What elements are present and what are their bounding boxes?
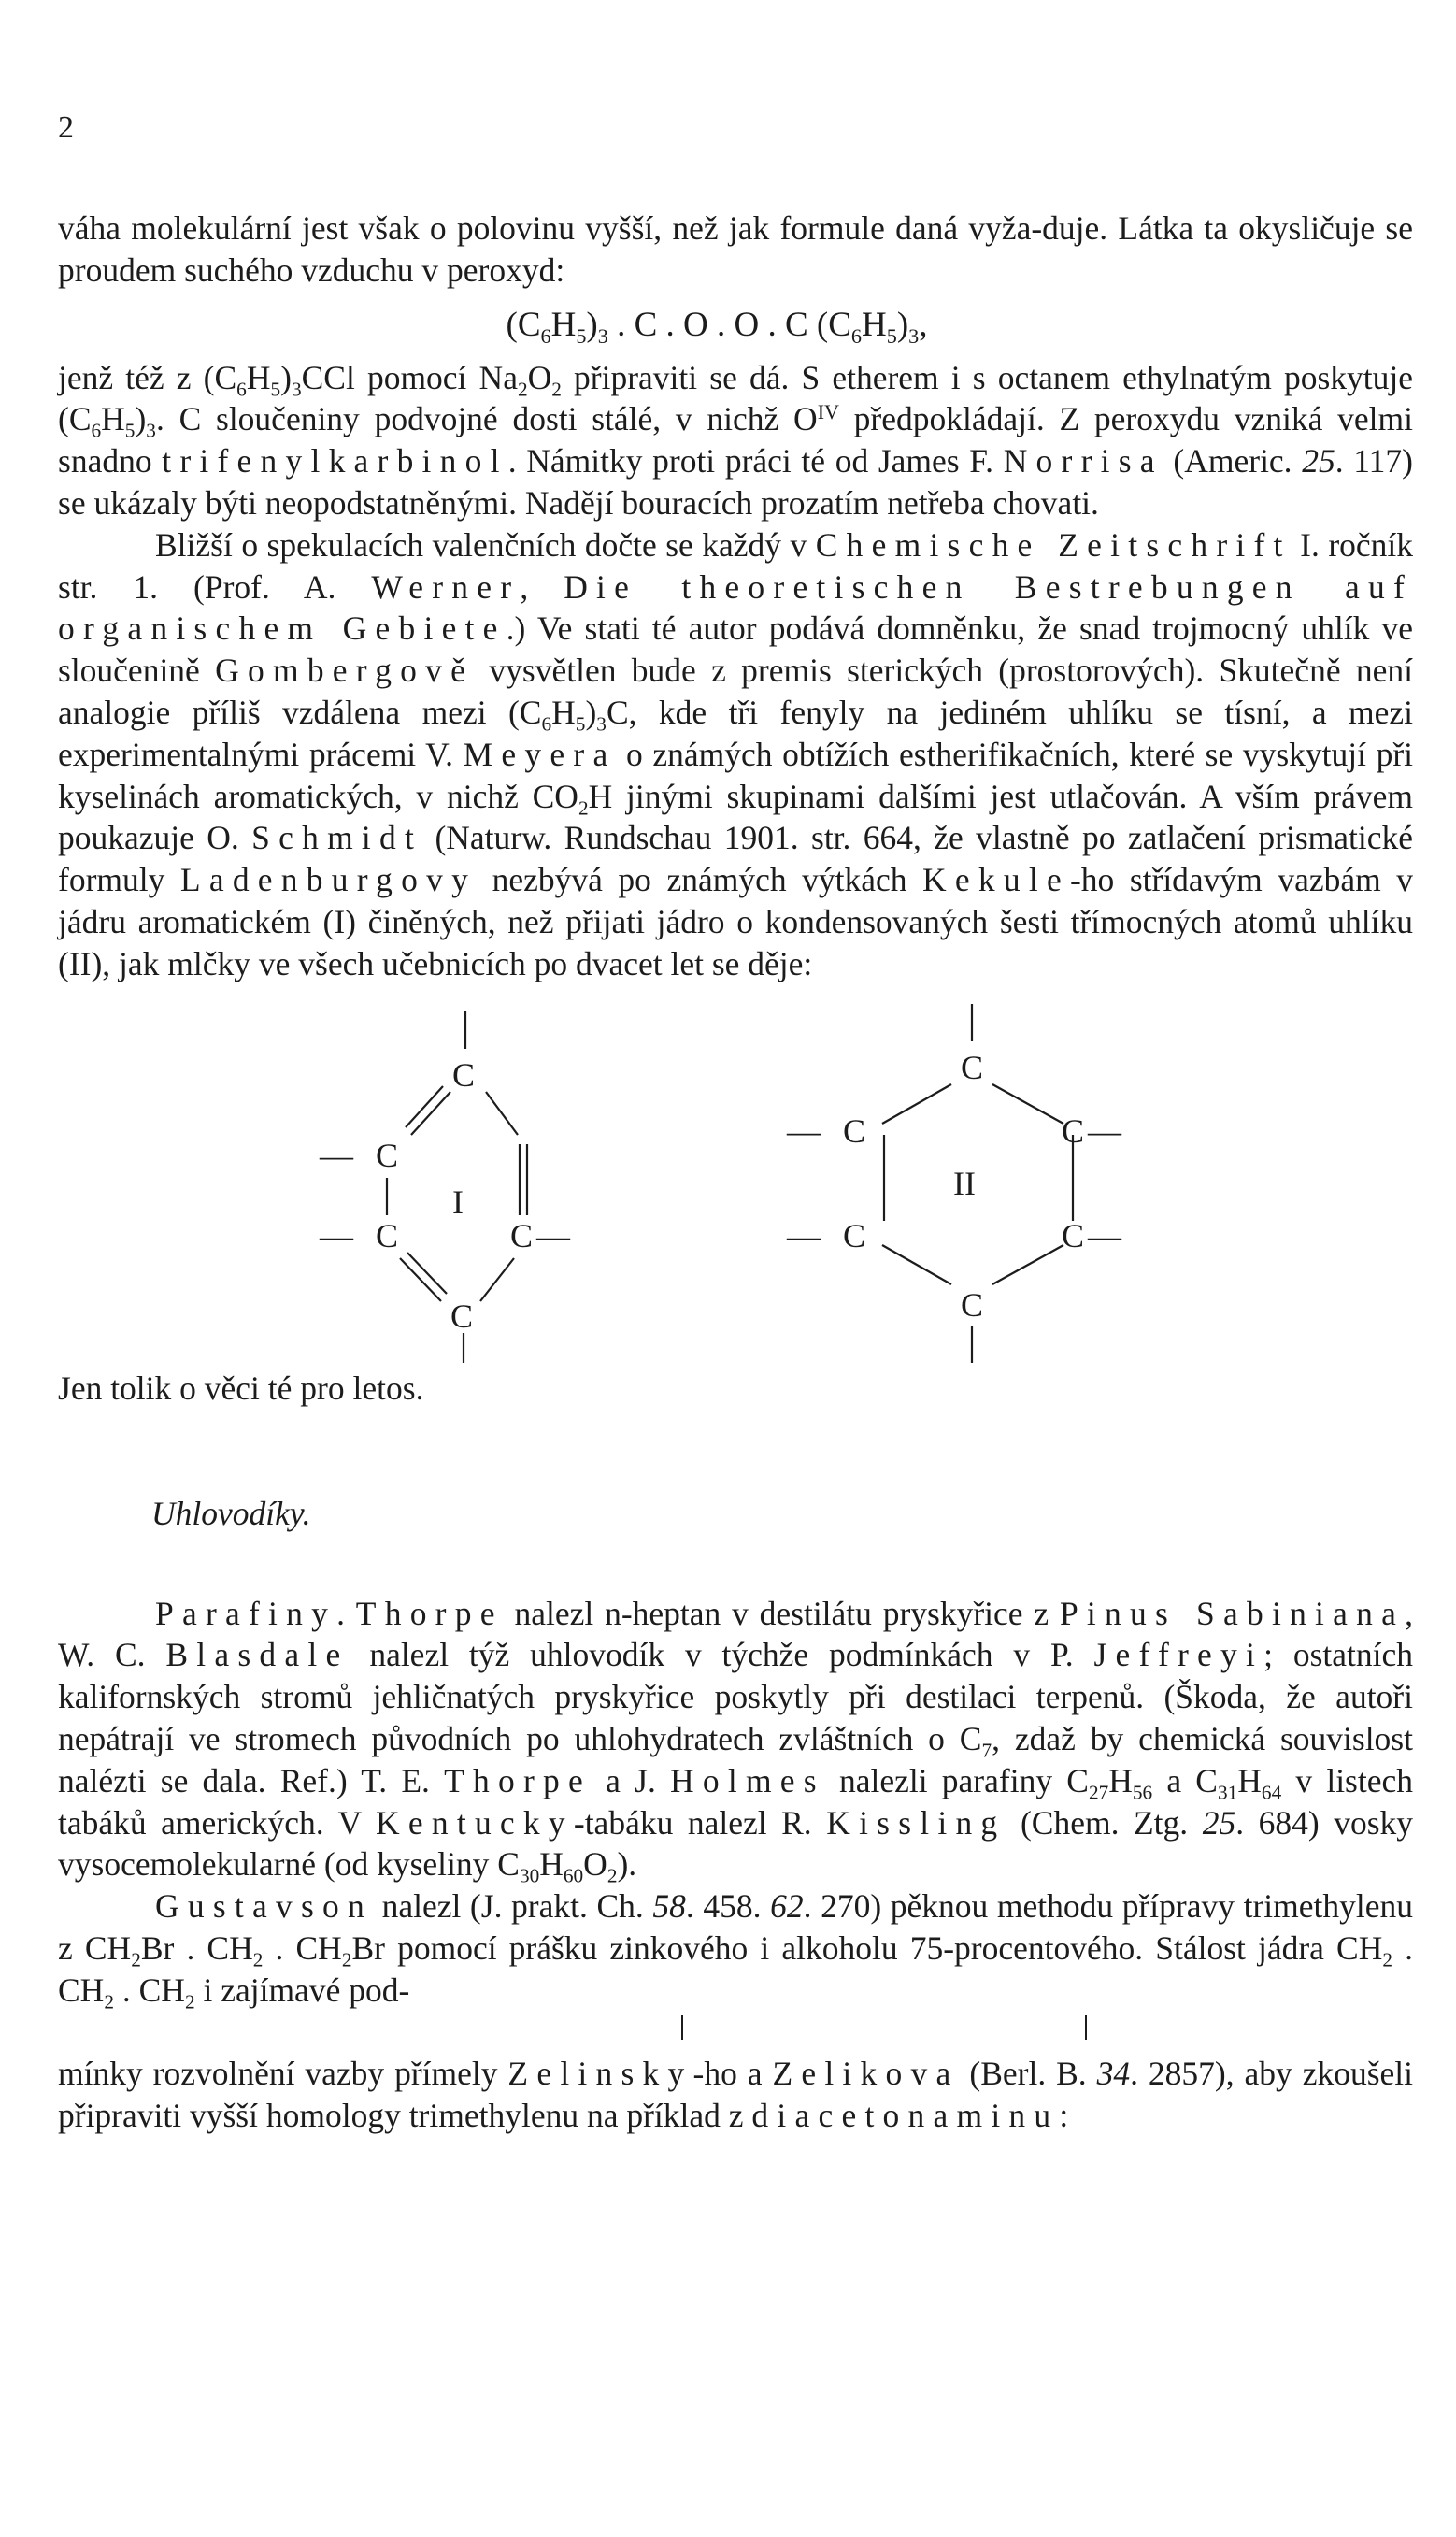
carbon-atom: C [376, 1216, 399, 1254]
paragraph-6: mínky rozvolnění vazby přímely Zelinsky-ho a Zelikova (Berl. B. 34. 2857), aby zkoušeli připraviti vyšší homology trimethylenu na příklad z diacetonaminu: [58, 2055, 1413, 2135]
carbon-atom: C [1062, 1216, 1085, 1254]
spaced-name: Kekule [922, 861, 1070, 899]
bond-dash: — [1088, 1216, 1121, 1254]
carbon-atom: C [450, 1297, 474, 1335]
paragraph-5: Gustavson nalezl (J. prakt. Ch. 58. 458. 62. 270) pěknou methodu přípravy trimethylenu z $CH_2Br$ . $CH_2$ . $CH_2Br$ pomocí prášku zinkového i alkoholu 75-procentového. Stálost jádra $CH_2$ . $CH_2$ . $CH_2$ i zajímavé pod- [58, 1887, 1413, 2014]
bond-dash: — [787, 1216, 821, 1254]
carbon-atom: C [510, 1216, 534, 1254]
carbon-atom: C [376, 1136, 399, 1174]
spaced-name: Gombergově [215, 652, 475, 690]
bond-line [400, 1258, 441, 1301]
spaced-name: Zelinsky [507, 2055, 693, 2093]
ring-closure-marks [58, 2012, 1413, 2054]
carbon-atom: C [843, 1216, 866, 1254]
carbon-atom: C [1062, 1111, 1085, 1150]
spaced-name: Kissling [826, 1803, 1006, 1842]
structure-label-ii: II [953, 1164, 976, 1202]
spaced-name: trifenylkarbinol [162, 442, 508, 480]
bond-line [992, 1084, 1063, 1124]
structure-i [319, 1011, 571, 1363]
bond-dash: — [1088, 1111, 1121, 1150]
paragraph-2: jenž též z $(C_6H_5)_3CCl$ pomocí $Na_2O_2$ připraviti se dá. S etherem i s octanem ethylnatým poskytuje $(C_6H_5)_3$. C sloučeniny podvojné dosti stálé, v nichž $O^{IV}$ předpokládají. Z peroxydu vzniká velmi snadno trifenylkarbinol. Námitky proti práci té od James F. Norrisa (Americ. 25. 117) se ukázaly býti neopodstatněnými. Nadějí bouracích prozatím netřeba chovati. [58, 358, 1413, 522]
page-number: 2 [58, 110, 74, 145]
spaced-name: Werner [371, 567, 521, 606]
spaced-name: Thorpe [355, 1594, 504, 1632]
spaced-name: Chemische Zeitschrift [815, 525, 1292, 564]
carbon-atom: C [452, 1055, 476, 1094]
paragraph-1: váha molekulární jest však o polovinu vyšší, než jak formule daná vyža-duje. Látka ta okysličuje se proudem suchého vzduchu v peroxyd: [58, 209, 1413, 289]
carbon-atom: C [961, 1285, 984, 1324]
peroxide-formula: $(C_6H_5)_3$ . C . O . O . C $(C_6H_5)_3$, [506, 305, 928, 348]
spaced-name: Kentucky [376, 1803, 574, 1842]
spaced-name: Parafiny [155, 1594, 337, 1632]
spaced-name: Schmidt [251, 819, 423, 857]
bond-line [992, 1245, 1063, 1284]
page-body [58, 208, 1413, 2137]
bond-dash: — [787, 1111, 821, 1150]
bond-line [882, 1084, 951, 1124]
spaced-name: Zelikova [772, 2055, 960, 2093]
section-heading: Uhlovodíky. [151, 1494, 311, 1532]
structure-diagrams [58, 1004, 1413, 1363]
structure-ii [786, 1004, 1122, 1363]
spaced-name: Meyera [463, 735, 617, 773]
bond-dash: — [320, 1136, 353, 1174]
paragraph-4: Parafiny. Thorpe nalezl n-heptan v destilátu pryskyřice z Pinus Sabiniana, W. C. Blasdale nalezl týž uhlovodík v týchže podmínkách v P. Jeffreyi; ostatních kalifornských stromů jehličnatých pryskyřice poskytly při destilaci terpenů. (Škoda, že autoři nepátrají ve stromech původních po uhlohydratech zvláštních o $C_7$, zdaž by chemická souvislost nalézti se dala. Ref.) T. E. Thorpe a J. Holmes nalezli parafiny $C_{27}H_{56}$ a $C_{31}H_{64}$ v listech tabáků amerických. V Kentucky-tabáku nalezl R. Kissling (Chem. Ztg. 25. 684) vosky vysocemolekularné (od kyseliny $C_{30}H_{60}O_2$). [58, 1594, 1414, 1887]
carbon-atom: C [843, 1111, 866, 1150]
spaced-name: Pinus Sabiniana [1059, 1594, 1406, 1632]
structure-label-i: I [452, 1182, 464, 1221]
carbon-atom: C [961, 1048, 984, 1086]
bond-line [882, 1245, 951, 1284]
spaced-name: Blasdale [165, 1636, 350, 1674]
spaced-name: Gustavson [155, 1887, 373, 1926]
spaced-name: Die theoretischen Bestrebungen auf organischem Gebiete [58, 567, 1413, 648]
closing-sentence: Jen tolik o věci té pro letos. [58, 1369, 424, 1407]
spaced-name: diacetonaminu [751, 2097, 1060, 2135]
bond-line [486, 1092, 518, 1135]
bond-line [480, 1258, 514, 1301]
spaced-name: Ladenburgovy [179, 861, 478, 899]
spaced-name: Thorpe [444, 1761, 592, 1799]
bond-dash: — [320, 1216, 353, 1254]
spaced-name: Holmes [670, 1761, 825, 1799]
benzene-structures [58, 1004, 1413, 1407]
spaced-name: Norrisa [1003, 442, 1163, 480]
spaced-name: Jeffreyi [1093, 1636, 1264, 1674]
bond-dash: — [536, 1216, 570, 1254]
ring-closure-svg [58, 2012, 1413, 2053]
paragraph-3: Bližší o spekulacích valenčních dočte se každý v Chemische Zeitschrift I. ročník str. 1. (Prof. A. Werner, Die theoretischen Bestrebungen auf organischem Gebiete.) Ve stati té autor podává domněnku, že snad trojmocný uhlík ve sloučenině Gombergově vysvětlen bude z premis sterických (prostorových). Skutečně není analogie příliš vzdálena mezi $(C_6H_5)_3C$, kde tři fenyly na jediném uhlíku se tísní, a mezi experimentalnými prácemi V. Meyera o známých obtížích estherifikačních, které se vyskytují při kyselinách aromatických, v nichž $CO_2H$ jinými skupinami dalšími jest utlačován. A vším právem poukazuje O. Schmidt (Naturw. Rundschau 1901. str. 664, že vlastně po zatlačení prismatické formuly Ladenburgovy nezbývá po známých výtkách Kekule-ho střídavým vazbám v jádru aromatickém (I) činěných, než přijati jádro o kondensovaných šesti třímocných atomů uhlíku (II), jak mlčky ve všech učebnicích po dvacet let se děje: [58, 525, 1414, 982]
